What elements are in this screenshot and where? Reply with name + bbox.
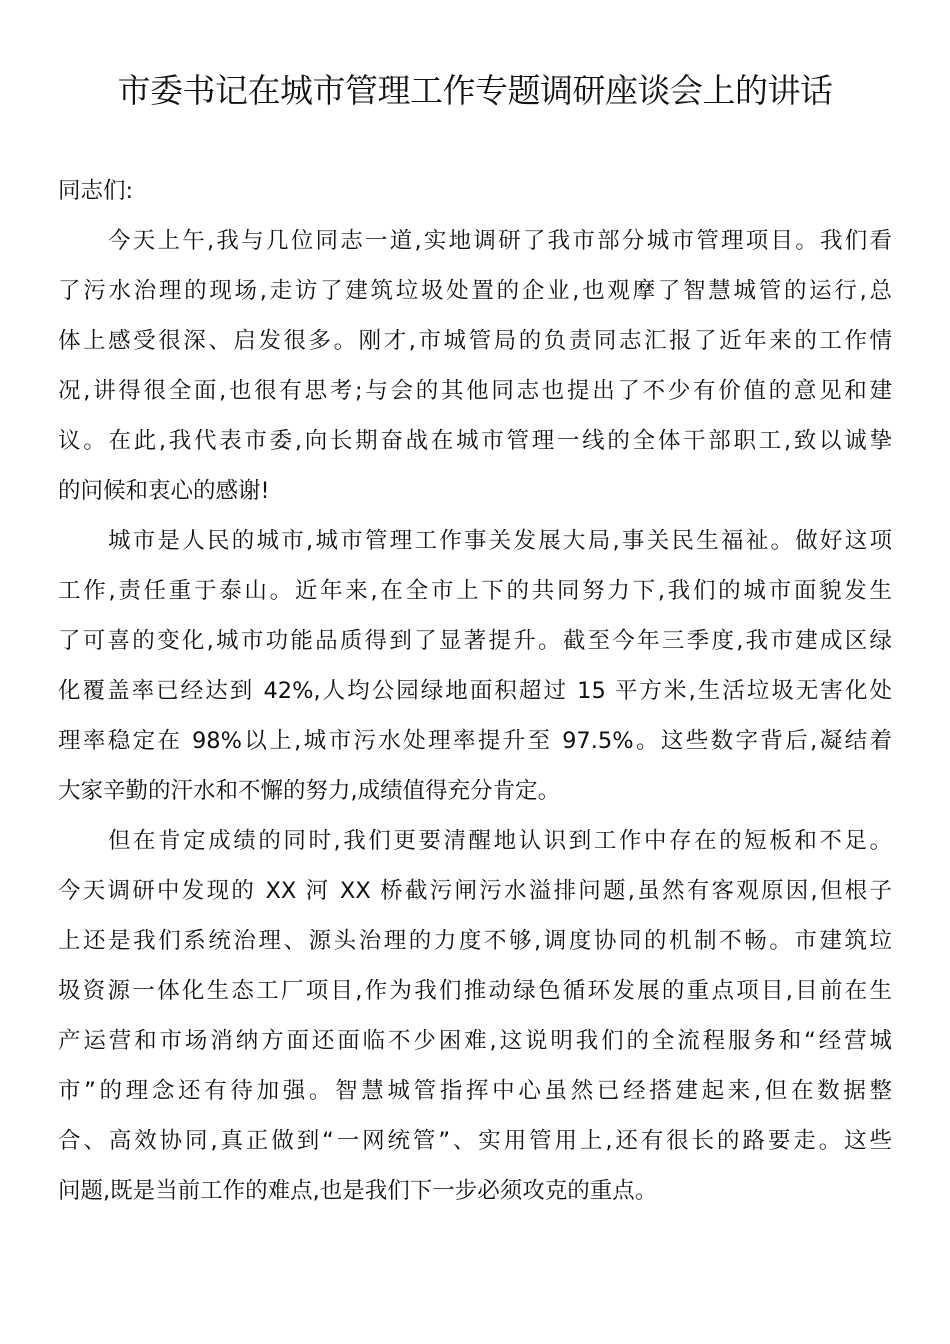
- paragraph-line: 城市是人民的城市,城市管理工作事关发展大局,事关民生福祉。做好这项: [108, 528, 892, 554]
- paragraph-line: 况,讲得很全面,也很有思考;与会的其他同志也提出了不少有价值的意见和建: [58, 378, 892, 404]
- paragraph-line: 圾资源一体化生态工厂项目,作为我们推动绿色循环发展的重点项目,目前在生: [58, 978, 892, 1004]
- paragraph-line: 产运营和市场消纳方面还面临不少困难,这说明我们的全流程服务和“经营城: [58, 1028, 892, 1054]
- paragraph-line: 市”的理念还有待加强。智慧城管指挥中心虽然已经搭建起来,但在数据整: [58, 1078, 892, 1104]
- paragraph-line: 理率稳定在 98%以上,城市污水处理率提升至 97.5%。这些数字背后,凝结着: [58, 728, 892, 754]
- paragraph-line: 了污水治理的现场,走访了建筑垃圾处置的企业,也观摩了智慧城管的运行,总: [58, 278, 892, 304]
- paragraph-line: 上还是我们系统治理、源头治理的力度不够,调度协同的机制不畅。市建筑垃: [58, 928, 892, 954]
- paragraph-line: 但在肯定成绩的同时,我们更要清醒地认识到工作中存在的短板和不足。: [108, 828, 892, 854]
- paragraph-line: 大家辛勤的汗水和不懈的努力,成绩值得充分肯定。: [58, 778, 561, 804]
- paragraph-line: 体上感受很深、启发很多。刚才,市城管局的负责同志汇报了近年来的工作情: [58, 328, 892, 354]
- paragraph-line: 合、高效协同,真正做到“一网统管”、实用管用上,还有很长的路要走。这些: [58, 1128, 892, 1154]
- paragraph-line: 工作,责任重于泰山。近年来,在全市上下的共同努力下,我们的城市面貌发生: [58, 578, 892, 604]
- paragraph-line: 的问候和衷心的感谢!: [58, 478, 270, 504]
- paragraph-line: 了可喜的变化,城市功能品质得到了显著提升。截至今年三季度,我市建成区绿: [58, 628, 892, 654]
- paragraph-line: 议。在此,我代表市委,向长期奋战在城市管理一线的全体干部职工,致以诚挚: [58, 428, 892, 454]
- salutation: 同志们:: [58, 178, 134, 204]
- paragraph-line: 今天上午,我与几位同志一道,实地调研了我市部分城市管理项目。我们看: [108, 228, 892, 254]
- paragraph-line: 今天调研中发现的 XX 河 XX 桥截污闸污水溢排问题,虽然有客观原因,但根子: [58, 878, 892, 904]
- document-title: 市委书记在城市管理工作专题调研座谈会上的讲话: [117, 71, 833, 110]
- paragraph-1: [58, 216, 892, 516]
- document-body: [58, 166, 892, 1216]
- paragraph-line: 问题,既是当前工作的难点,也是我们下一步必须攻克的重点。: [58, 1178, 658, 1204]
- paragraph-2: [58, 516, 892, 816]
- paragraph-line: 化覆盖率已经达到 42%,人均公园绿地面积超过 15 平方米,生活垃圾无害化处: [58, 678, 892, 704]
- paragraph-3: [58, 816, 892, 1216]
